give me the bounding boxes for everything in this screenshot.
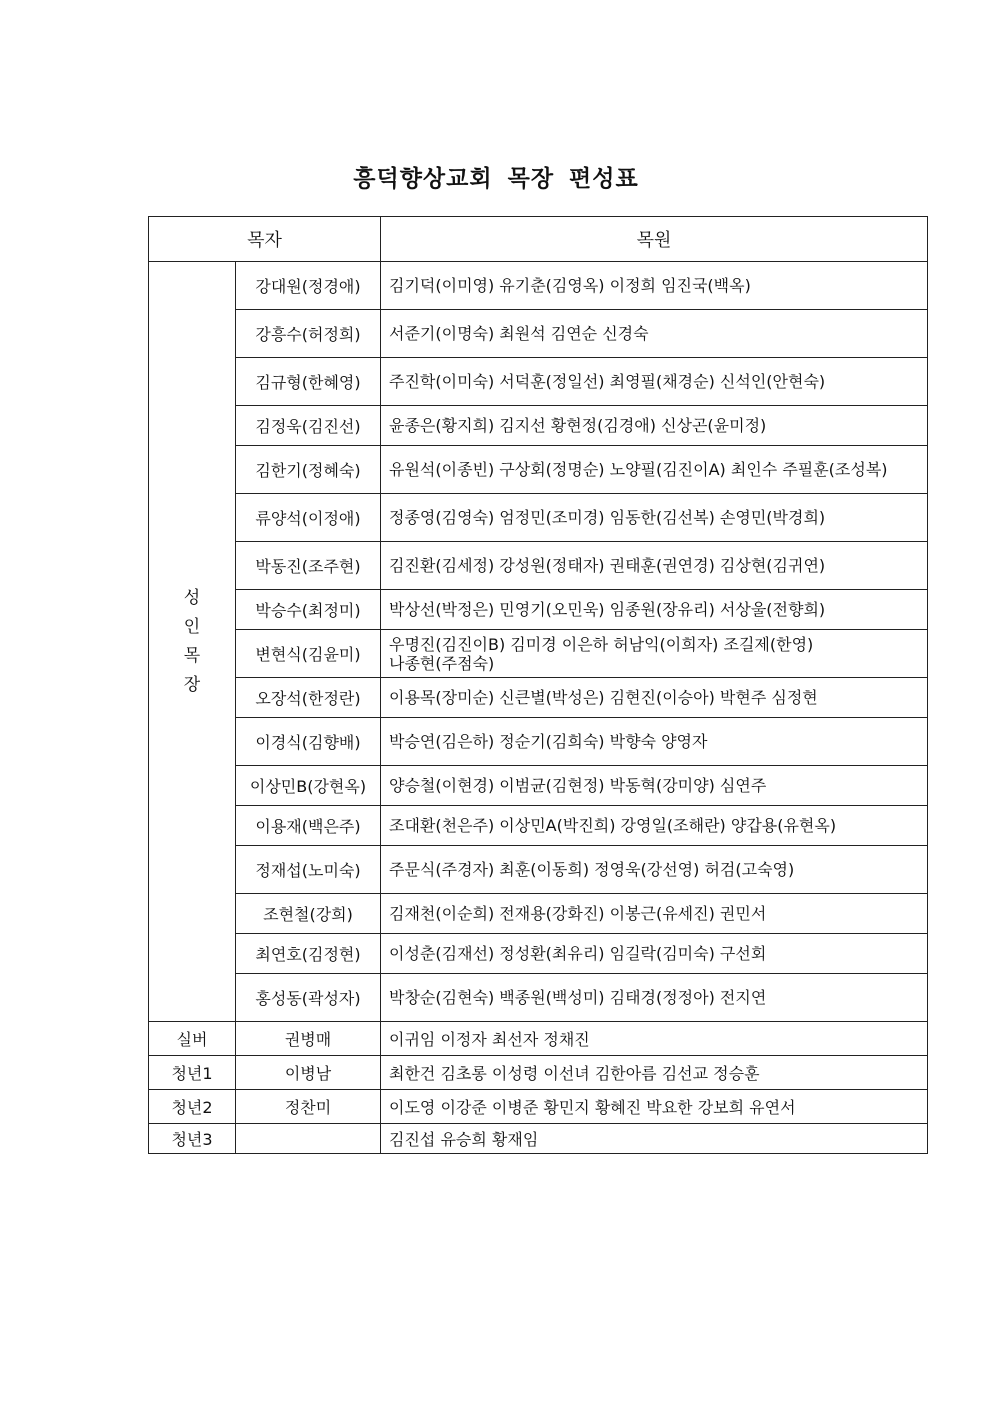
pastor-cell: 최연호(김정현) <box>236 934 381 974</box>
group-label-char: 장 <box>183 674 201 695</box>
members-cell <box>381 542 928 590</box>
group-cell: 청년3 <box>149 1124 236 1154</box>
pastor-cell: 이상민B(강현옥) <box>236 766 381 806</box>
pastor-cell: 조현철(강희) <box>236 894 381 934</box>
members-line: 조대환(천은주) 이상민A(박진희) 강영일(조해란) 양갑용(유현옥) <box>389 816 837 835</box>
members-line: 윤종은(황지희) 김지선 황현정(김경애) 신상곤(윤미정) <box>389 416 767 435</box>
pastor-cell: 김한기(정혜숙) <box>236 446 381 494</box>
members-line: 박창순(김현숙) 백종원(백성미) 김태경(정정아) 전지연 <box>389 988 767 1007</box>
table-row <box>149 262 928 310</box>
members-line: 정종영(김영숙) 엄정민(조미경) 임동한(김선복) 손영민(박경희) <box>389 508 826 527</box>
table-row <box>149 1022 928 1056</box>
document-title: 흥덕향상교회 목장 편성표 <box>353 165 639 192</box>
pastor-cell: 이용재(백은주) <box>236 806 381 846</box>
pastor-cell: 변현식(김윤미) <box>236 630 381 678</box>
pastor-cell: 권병매 <box>236 1022 381 1056</box>
pastor-cell: 강대원(정경애) <box>236 262 381 310</box>
table-row <box>149 310 928 358</box>
members-cell: 이귀임 이정자 최선자 정채진 <box>381 1022 928 1056</box>
members-cell <box>381 262 928 310</box>
group-label-adult <box>149 262 236 1022</box>
table-row <box>149 1124 928 1154</box>
table-row <box>149 494 928 542</box>
members-cell: 최한건 김초롱 이성령 이선녀 김한아름 김선교 정승훈 <box>381 1056 928 1090</box>
members-line: 유원석(이종빈) 구상회(정명순) 노양필(김진이A) 최인수 주필훈(조성복) <box>389 460 888 479</box>
table-row <box>149 630 928 678</box>
table-row <box>149 446 928 494</box>
pastor-cell: 박동진(조주현) <box>236 542 381 590</box>
members-cell <box>381 678 928 718</box>
members-line: 나종현(주점숙) <box>389 653 495 673</box>
members-line: 양승철(이현경) 이범균(김현정) 박동혁(강미양) 심연주 <box>389 776 767 795</box>
group-cell: 청년2 <box>149 1090 236 1124</box>
pastor-cell: 이경식(김향배) <box>236 718 381 766</box>
group-cell: 청년1 <box>149 1056 236 1090</box>
pastor-cell: 박승수(최정미) <box>236 590 381 630</box>
members-cell <box>381 974 928 1022</box>
table-row <box>149 1056 928 1090</box>
header-members: 목원 <box>381 217 928 262</box>
members-cell <box>381 358 928 406</box>
table-row <box>149 678 928 718</box>
table-row <box>149 406 928 446</box>
pastor-cell: 이병남 <box>236 1056 381 1090</box>
members-cell <box>381 806 928 846</box>
members-cell <box>381 934 928 974</box>
members-cell <box>381 590 928 630</box>
members-cell <box>381 718 928 766</box>
members-line: 박승연(김은하) 정순기(김희숙) 박향숙 양영자 <box>389 732 708 751</box>
pastor-cell: 류양석(이정애) <box>236 494 381 542</box>
group-label-char: 목 <box>183 645 201 666</box>
members-line: 서준기(이명숙) 최원석 김연순 신경숙 <box>389 324 649 343</box>
table-row <box>149 934 928 974</box>
table-row <box>149 806 928 846</box>
table-row <box>149 846 928 894</box>
members-cell: 이도영 이강준 이병준 황민지 황혜진 박요한 강보희 유연서 <box>381 1090 928 1124</box>
table-row <box>149 590 928 630</box>
table-row <box>149 766 928 806</box>
members-line: 김재천(이순희) 전재용(강화진) 이봉근(유세진) 권민서 <box>389 904 767 923</box>
group-cell: 실버 <box>149 1022 236 1056</box>
members-cell <box>381 894 928 934</box>
header-pastor: 목자 <box>149 217 381 262</box>
members-cell: 김진섭 유승희 황재임 <box>381 1124 928 1154</box>
members-cell <box>381 310 928 358</box>
table-row <box>149 718 928 766</box>
pastor-cell: 오장석(한정란) <box>236 678 381 718</box>
members-cell <box>381 446 928 494</box>
members-cell <box>381 494 928 542</box>
members-line: 주진학(이미숙) 서덕훈(정일선) 최영필(채경순) 신석인(안현숙) <box>389 372 826 391</box>
group-label-char: 성 <box>183 587 201 608</box>
pastor-cell: 정재섭(노미숙) <box>236 846 381 894</box>
pastor-cell <box>236 1124 381 1154</box>
table-row <box>149 894 928 934</box>
header-row <box>149 217 928 262</box>
members-line: 이성춘(김재선) 정성환(최유리) 임길락(김미숙) 구선회 <box>389 944 767 963</box>
pastor-cell: 정찬미 <box>236 1090 381 1124</box>
pastor-cell: 김정욱(김진선) <box>236 406 381 446</box>
pastor-cell: 강흥수(허정희) <box>236 310 381 358</box>
members-line: 주문식(주경자) 최훈(이동희) 정영욱(강선영) 허검(고숙영) <box>389 860 795 879</box>
members-line: 김기덕(이미영) 유기춘(김영옥) 이정희 임진국(백옥) <box>389 276 751 295</box>
members-cell <box>381 630 928 678</box>
members-line: 우명진(김진이B) 김미경 이은하 허남익(이희자) 조길제(한영) <box>389 634 814 654</box>
members-cell <box>381 846 928 894</box>
table-row <box>149 358 928 406</box>
members-line: 박상선(박정은) 민영기(오민욱) 임종원(장유리) 서상울(전향희) <box>389 600 826 619</box>
members-cell <box>381 406 928 446</box>
pastor-cell: 김규형(한혜영) <box>236 358 381 406</box>
roster-table <box>148 216 928 1154</box>
group-label-char: 인 <box>183 616 201 637</box>
pastor-cell: 홍성동(곽성자) <box>236 974 381 1022</box>
members-cell <box>381 766 928 806</box>
members-line: 이용목(장미순) 신큰별(박성은) 김현진(이승아) 박현주 심정현 <box>389 688 818 707</box>
table-row <box>149 542 928 590</box>
table-row <box>149 974 928 1022</box>
table-row <box>149 1090 928 1124</box>
members-line: 김진환(김세정) 강성원(정태자) 권태훈(권연경) 김상현(김귀연) <box>389 556 826 575</box>
